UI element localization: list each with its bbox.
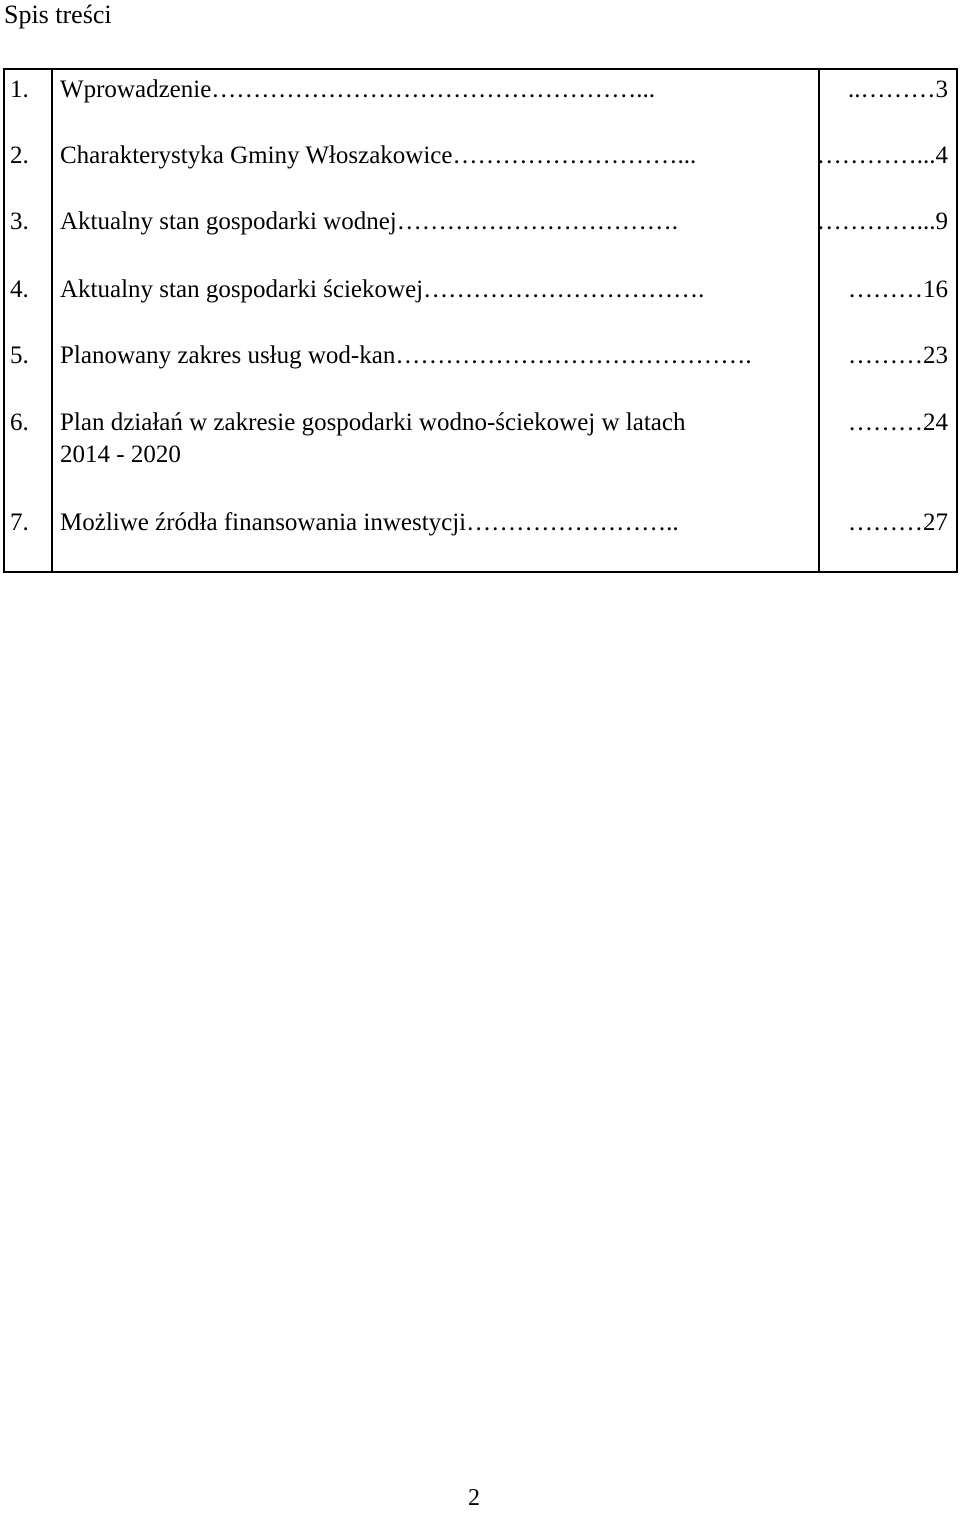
toc-entry-number: 1. — [10, 76, 29, 103]
toc-entry-page[interactable]: ………24 — [848, 409, 948, 436]
toc-entry-page[interactable]: …………...9 — [816, 208, 948, 235]
table-of-contents — [3, 68, 958, 573]
toc-entry-number: 5. — [10, 342, 29, 369]
toc-entry-title-line1: Plan działań w zakresie gospodarki wodno-ściekowej w latach — [60, 409, 686, 436]
toc-entry-number: 3. — [10, 208, 29, 235]
toc-entry-title[interactable]: Planowany zakres usług wod-kan……………………………………. — [60, 342, 752, 369]
toc-entry-page[interactable]: …………...4 — [816, 142, 948, 169]
toc-entry-number: 7. — [10, 509, 29, 536]
toc-entry-page[interactable]: ………16 — [848, 276, 948, 303]
page-number: 2 — [468, 1485, 480, 1511]
toc-entry-page[interactable]: ………27 — [848, 509, 948, 536]
document-heading: Spis treści — [4, 0, 112, 29]
toc-entry-title[interactable]: Wprowadzenie……………………………………………... — [60, 76, 656, 103]
toc-entry-title[interactable]: Możliwe źródła finansowania inwestycji…………………….. — [60, 509, 679, 536]
toc-entry-title[interactable]: Aktualny stan gospodarki wodnej……………………………. — [60, 208, 679, 235]
toc-entry-title-line2: 2014 - 2020 — [60, 441, 181, 468]
toc-entry-page[interactable]: ………23 — [848, 342, 948, 369]
toc-entry-title[interactable]: Charakterystyka Gminy Włoszakowice………………………... — [60, 142, 697, 169]
toc-entry-number: 6. — [10, 409, 29, 436]
toc-entry-number: 4. — [10, 276, 29, 303]
toc-entry-number: 2. — [10, 142, 29, 169]
toc-entry-title[interactable]: Aktualny stan gospodarki ściekowej……………………………. — [60, 276, 705, 303]
column-divider-number — [51, 70, 53, 571]
toc-entry-title[interactable] — [60, 407, 686, 471]
toc-entry-page[interactable]: ..………3 — [848, 76, 948, 103]
